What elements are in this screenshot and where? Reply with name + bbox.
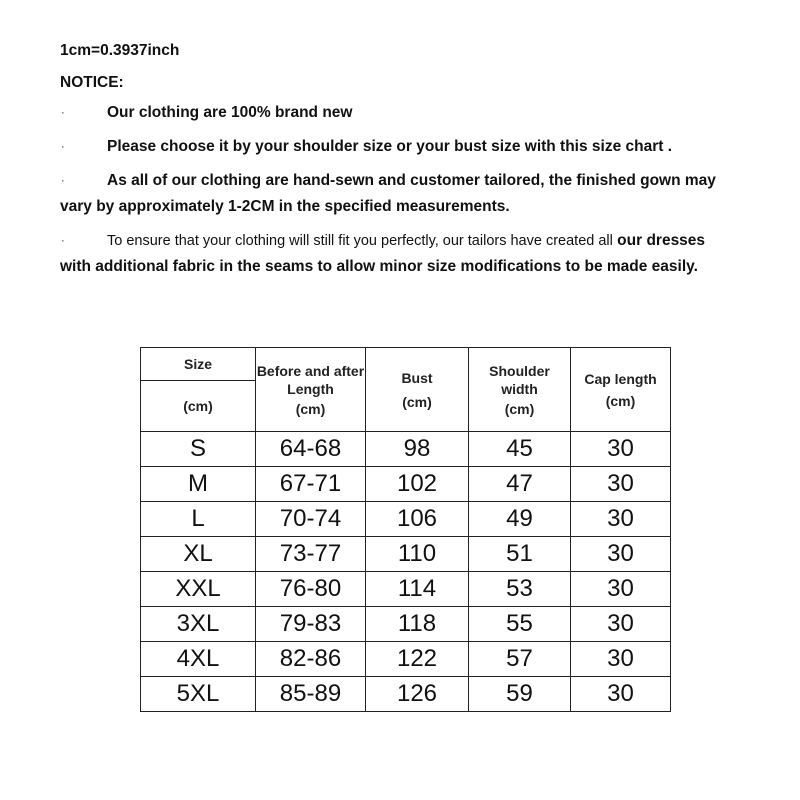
length-cell: 67-71 (256, 467, 366, 502)
header-cap (571, 348, 671, 432)
length-cell: 64-68 (256, 432, 366, 467)
cap-cell: 30 (571, 677, 671, 712)
header-shoulder (469, 348, 571, 432)
header-bust-label: Bust (401, 369, 433, 386)
table-row (141, 432, 671, 467)
header-size-unit: (cm) (141, 381, 256, 432)
cap-cell: 30 (571, 572, 671, 607)
bullet-dot-icon: · (61, 235, 65, 247)
shoulder-cell: 59 (469, 677, 571, 712)
table-row (141, 607, 671, 642)
size-cell: XXL (141, 572, 256, 607)
size-cell: 4XL (141, 642, 256, 677)
shoulder-cell: 49 (469, 502, 571, 537)
shoulder-cell: 51 (469, 537, 571, 572)
cap-cell: 30 (571, 432, 671, 467)
bust-cell: 102 (366, 467, 469, 502)
header-length (256, 348, 366, 432)
header-cap-unit: (cm) (605, 392, 636, 409)
shoulder-cell: 45 (469, 432, 571, 467)
notice-text: To ensure that your clothing will still fit you perfectly, our tailors have created all (107, 233, 613, 249)
bust-cell: 98 (366, 432, 469, 467)
length-cell: 82-86 (256, 642, 366, 677)
bust-cell: 126 (366, 677, 469, 712)
size-cell: XL (141, 537, 256, 572)
bullet-dot-icon: · (61, 175, 65, 187)
length-cell: 79-83 (256, 607, 366, 642)
unit-conversion: 1cm=0.3937inch (60, 42, 180, 59)
shoulder-cell: 47 (469, 467, 571, 502)
header-length-label: Before and after Length (256, 362, 365, 397)
header-shoulder-label: Shoulder width (489, 362, 550, 397)
header-cap-label: Cap length (584, 370, 657, 387)
table-row (141, 642, 671, 677)
length-cell: 85-89 (256, 677, 366, 712)
size-cell: S (141, 432, 256, 467)
bust-cell: 106 (366, 502, 469, 537)
size-cell: 3XL (141, 607, 256, 642)
header-shoulder-unit: (cm) (504, 400, 535, 417)
cap-cell: 30 (571, 467, 671, 502)
shoulder-cell: 57 (469, 642, 571, 677)
cap-cell: 30 (571, 642, 671, 677)
shoulder-cell: 53 (469, 572, 571, 607)
length-cell: 70-74 (256, 502, 366, 537)
notice-item (60, 228, 740, 280)
cap-cell: 30 (571, 537, 671, 572)
bullet-dot-icon: · (61, 141, 65, 153)
table-row (141, 572, 671, 607)
shoulder-cell: 55 (469, 607, 571, 642)
table-row (141, 677, 671, 712)
notice-text: As all of our clothing are hand-sewn and customer tailored, the finished gown may vary by approximately 1-2CM in the specified measurements. (60, 172, 716, 215)
size-cell: L (141, 502, 256, 537)
table-row (141, 502, 671, 537)
notice-text: Our clothing are 100% brand new (107, 104, 353, 121)
notice-item (60, 134, 740, 160)
notice-title: NOTICE: (60, 74, 124, 91)
table-row (141, 467, 671, 502)
table-header-row (141, 348, 671, 381)
header-bust-unit: (cm) (402, 393, 432, 410)
notice-text: Please choose it by your shoulder size or your bust size with this size chart . (107, 138, 673, 155)
bust-cell: 122 (366, 642, 469, 677)
cap-cell: 30 (571, 502, 671, 537)
size-cell: 5XL (141, 677, 256, 712)
header-size: Size (141, 348, 256, 381)
notice-item (60, 100, 740, 126)
length-cell: 73-77 (256, 537, 366, 572)
bust-cell: 110 (366, 537, 469, 572)
length-cell: 76-80 (256, 572, 366, 607)
cap-cell: 30 (571, 607, 671, 642)
size-chart-table (140, 347, 671, 712)
bust-cell: 118 (366, 607, 469, 642)
bust-cell: 114 (366, 572, 469, 607)
header-length-unit: (cm) (295, 400, 326, 417)
notice-section (60, 38, 740, 288)
size-cell: M (141, 467, 256, 502)
notice-item (60, 168, 740, 220)
notice-text-continued: our dresses with additional fabric in the seams to allow minor size modifications to be made easily. (60, 232, 706, 275)
header-bust (366, 348, 469, 432)
table-row (141, 537, 671, 572)
bullet-dot-icon: · (61, 107, 65, 119)
